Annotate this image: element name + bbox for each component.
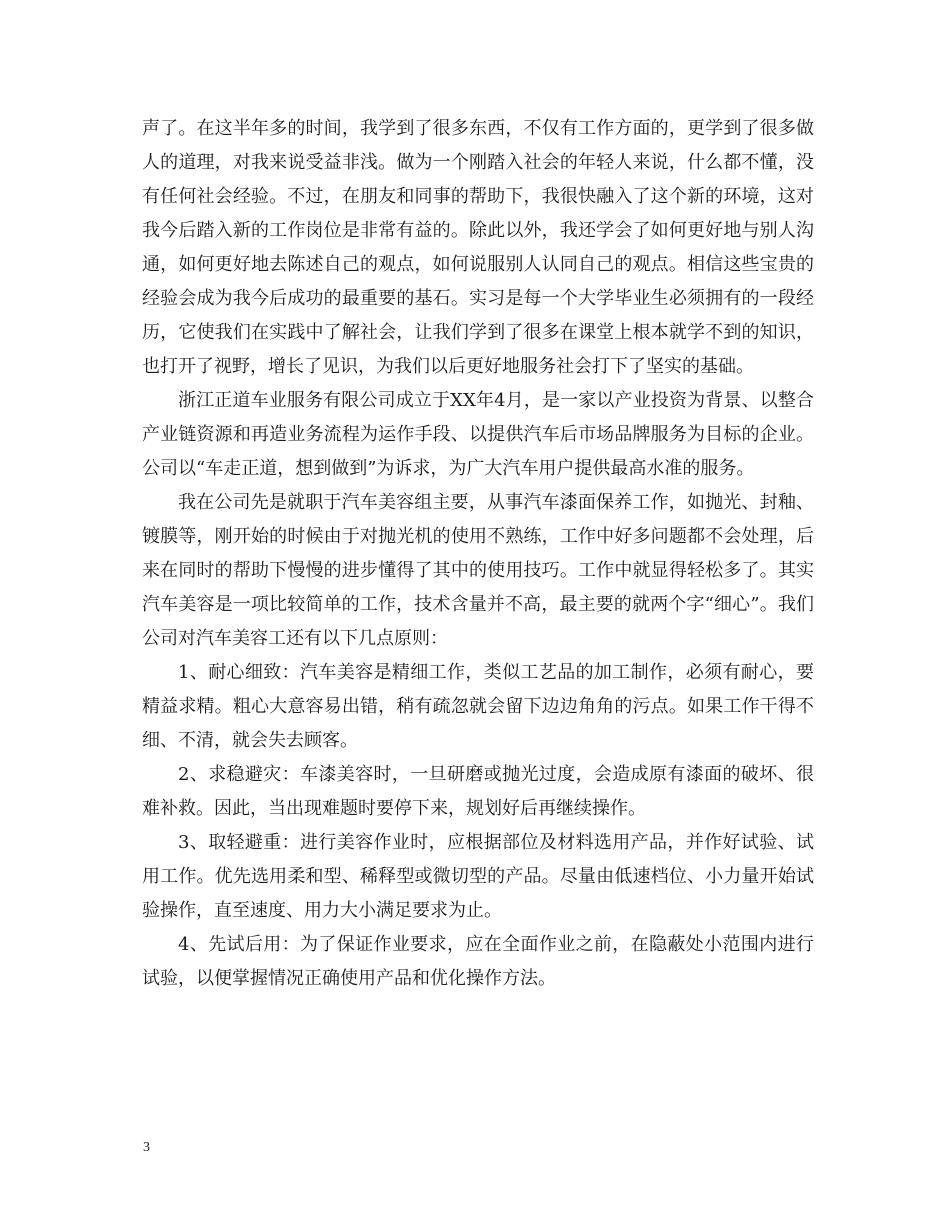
document-body bbox=[142, 112, 814, 996]
paragraph-principle-1: 1、耐心细致：汽车美容是精细工作，类似工艺品的加工制作，必须有耐心，要精益求精。粗心大意容易出错，稍有疏忽就会留下边边角角的污点。如果工作干得不细、不清，就会失去顾客。 bbox=[142, 662, 814, 751]
paragraph-principle-2: 2、求稳避灾：车漆美容时，一旦研磨或抛光过度，会造成原有漆面的破坏、很难补救。因此，当出现难题时要停下来，规划好后再继续操作。 bbox=[142, 764, 814, 819]
paragraph-principle-4: 4、先试后用：为了保证作业要求，应在全面作业之前，在隐蔽处小范围内进行试验，以便掌握情况正确使用产品和优化操作方法。 bbox=[142, 934, 814, 989]
paragraph-principle-3: 3、取轻避重：进行美容作业时，应根据部位及材料选用产品，并作好试验、试用工作。优先选用柔和型、稀释型或微切型的产品。尽量由低速档位、小力量开始试验操作，直至速度、用力大小满足要求为止。 bbox=[142, 832, 814, 921]
paragraph-continuation: 声了。在这半年多的时间，我学到了很多东西，不仅有工作方面的，更学到了很多做人的道理，对我来说受益非浅。做为一个刚踏入社会的年轻人来说，什么都不懂，没有任何社会经验。不过，在朋友和同事的帮助下，我很快融入了这个新的环境，这对我今后踏入新的工作岗位是非常有益的。除此以外，我还学会了如何更好地与别人沟通，如何更好地去陈述自己的观点，如何说服别人认同自己的观点。相信这些宝贵的经验会成为我今后成功的最重要的基石。实习是每一个大学毕业生必须拥有的一段经历，它使我们在实践中了解社会，让我们学到了很多在课堂上根本就学不到的知识，也打开了视野，增长了见识，为我们以后更好地服务社会打下了坚实的基础。 bbox=[142, 118, 814, 377]
paragraph-job-description: 我在公司先是就职于汽车美容组主要，从事汽车漆面保养工作，如抛光、封釉、镀膜等，刚开始的时候由于对抛光机的使用不熟练，工作中好多问题都不会处理，后来在同时的帮助下慢慢的进步懂得了其中的使用技巧。工作中就显得轻松多了。其实汽车美容是一项比较简单的工作，技术含量并不高，最主要的就两个字“细心”。我们公司对汽车美容工还有以下几点原则： bbox=[142, 492, 814, 649]
paragraph-company-intro: 浙江正道车业服务有限公司成立于XX年4月，是一家以产业投资为背景、以整合产业链资源和再造业务流程为运作手段、以提供汽车后市场品牌服务为目标的企业。公司以“车走正道，想到做到”为诉求，为广大汽车用户提供最高水准的服务。 bbox=[142, 390, 814, 479]
page-number: 3 bbox=[143, 1140, 150, 1155]
